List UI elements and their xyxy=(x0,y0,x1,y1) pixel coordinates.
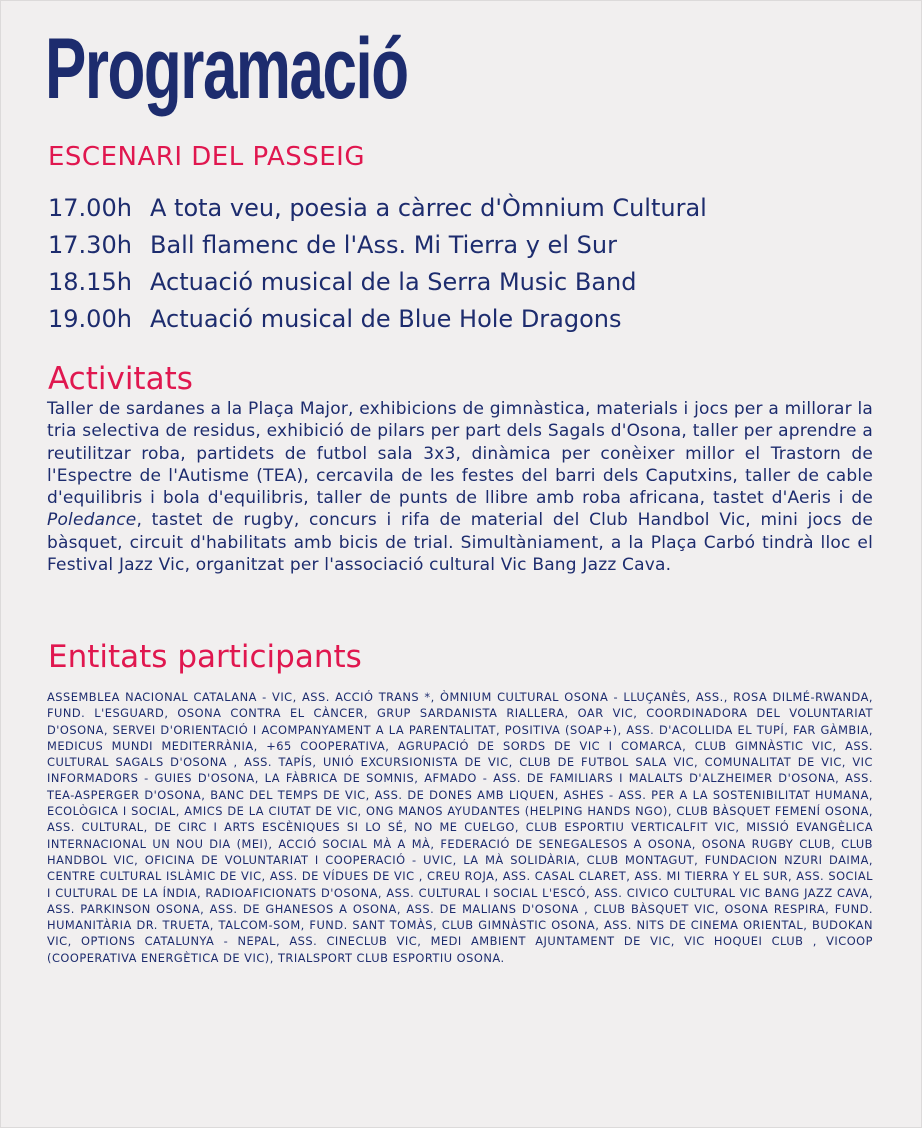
entities-title: Entitats participants xyxy=(48,639,362,675)
stage-title: ESCENARI DEL PASSEIG xyxy=(48,142,365,172)
schedule-list xyxy=(48,189,898,337)
schedule-item xyxy=(48,263,898,300)
schedule-time: 18.15h xyxy=(48,267,132,296)
activities-title: Activitats xyxy=(48,361,193,397)
schedule-description: A tota veu, poesia a càrrec d'Òmnium Cultural xyxy=(150,193,707,222)
activities-paragraph xyxy=(47,398,873,576)
entities-paragraph: ASSEMBLEA NACIONAL CATALANA - VIC, ASS. ACCIÓ TRANS *, ÒMNIUM CULTURAL OSONA - LLUÇANÈS, ASS., ROSA DILMÉ-RWANDA, FUND. L'ESGUARD, OSONA CONTRA EL CÀNCER, GRUP SARDANISTA RIALLERA, OAR VIC, COORDINADORA DEL VOLUNTARIAT D'OSONA, SERVEI D'ORIENTACIÓ I ACOMPANYAMENT A LA PARENTALITAT, POSITIVA (SOAP+), ASS. D'ACOLLIDA EL TUPÍ, FAR GÀMBIA, MEDICUS MUNDI MEDITERRÀNIA, +65 COOPERATIVA, AGRUPACIÓ DE SORDS DE VIC I COMARCA, CLUB GIMNÀSTIC VIC, ASS. CULTURAL SAGALS D'OSONA , ASS. TAPÍS, UNIÓ EXCURSIONISTA DE VIC, CLUB DE FUTBOL SALA VIC, COMUNALITAT DE VIC, VIC INFORMADORS - GUIES D'OSONA, LA FÀBRICA DE SOMNIS, AFMADO - ASS. DE FAMILIARS I MALALTS D'ALZHEIMER D'OSONA, ASS. TEA-ASPERGER D'OSONA, BANC DEL TEMPS DE VIC, ASS. DE DONES AMB LIQUEN, ASHES - ASS. PER A LA SOSTENIBILITAT HUMANA, ECOLÒGICA I SOCIAL, AMICS DE LA CIUTAT DE VIC, ONG MANOS AYUDANTES (HELPING HANDS NGO), CLUB BÀSQUET FEMENÍ OSONA, ASS. CULTURAL, DE CIRC I ARTS ESCÈNIQUES SI LO SÉ, NO ME CUELGO, CLUB ESPORTIU VERTICALFIT VIC, MISSIÓ EVANGÈLICA INTERNACIONAL UN NOU DIA (MEI), ACCIÓ SOCIAL MÀ A MÀ, FEDERACIÓ DE SENEGALESOS A OSONA, OSONA RUGBY CLUB, CLUB HANDBOL VIC, OFICINA DE VOLUNTARIAT I COOPERACIÓ - UVIC, LA MÀ SOLIDÀRIA, CLUB MONTAGUT, FUNDACION NZURI DAIMA, CENTRE CULTURAL ISLÀMIC DE VIC, ASS. DE VÍDUES DE VIC , CREU ROJA, ASS. CASAL CLARET, ASS. MI TIERRA Y EL SUR, ASS. SOCIAL I CULTURAL DE LA ÍNDIA, RADIOAFICIONATS D'OSONA, ASS. CULTURAL I SOCIAL L'ESCÓ, ASS. CIVICO CULTURAL VIC BANG JAZZ CAVA, ASS. PARKINSON OSONA, ASS. DE GHANESOS A OSONA, ASS. DE MALIANS D'OSONA , CLUB BÀSQUET VIC, OSONA RESPIRA, FUND. HUMANITÀRIA DR. TRUETA, TALCOM-SOM, FUND. SANT TOMÀS, CLUB GIMNÀSTIC OSONA, ASS. NITS DE CINEMA ORIENTAL, BUDOKAN VIC, OPTIONS CATALUNYA - NEPAL, ASS. CINECLUB VIC, MEDI AMBIENT AJUNTAMENT DE VIC, VIC HOQUEI CLUB , VICOOP (COOPERATIVA ENERGÈTICA DE VIC), TRIALSPORT CLUB ESPORTIU OSONA. xyxy=(47,690,873,965)
schedule-item xyxy=(48,226,898,263)
activities-text-part: , tastet de rugby, concurs i rifa de material del Club Handbol Vic, mini jocs de bàsquet, circuit d'habilitats amb bicis de trial. Simultàniament, a la Plaça Carbó tindrà lloc el Festival Jazz Vic, organitzat per l'associació cultural Vic Bang Jazz Cava. xyxy=(47,510,873,576)
schedule-item xyxy=(48,300,898,337)
schedule-time: 19.00h xyxy=(48,304,132,333)
activities-text-italic: Poledance xyxy=(47,510,137,531)
schedule-time: 17.30h xyxy=(48,230,132,259)
activities-text-part: Taller de sardanes a la Plaça Major, exhibicions de gimnàstica, materials i jocs per a millorar la tria selectiva de residus, exhibició de pilars per part dels Sagals d'Osona, taller per aprendre a reutilitzar roba, partidets de futbol sala 3x3, dinàmica per conèixer millor el Trastorn de l'Espectre de l'Autisme (TEA), cercavila de les festes del barri dels Caputxins, taller de cable d'equilibris i bola d'equilibris, taller de punts de llibre amb roba africana, tastet d'Aeris i de xyxy=(47,399,873,509)
page-title: Programació xyxy=(45,21,408,117)
schedule-description: Actuació musical de la Serra Music Band xyxy=(150,267,637,296)
schedule-description: Ball flamenc de l'Ass. Mi Tierra y el Sur xyxy=(150,230,617,259)
schedule-time: 17.00h xyxy=(48,193,132,222)
schedule-description: Actuació musical de Blue Hole Dragons xyxy=(150,304,622,333)
schedule-item xyxy=(48,189,898,226)
